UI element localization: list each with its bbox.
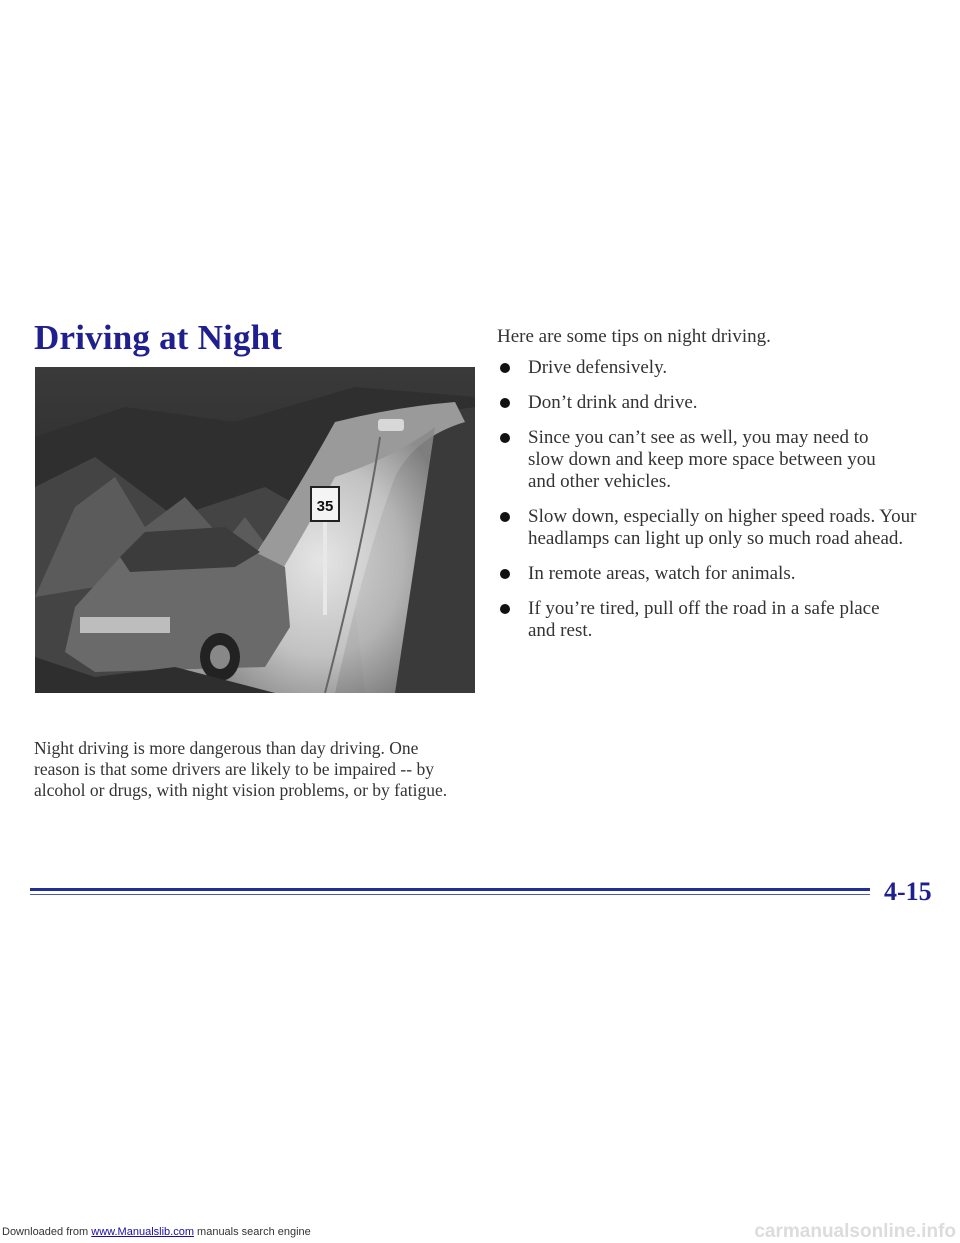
tip-item [497,427,927,493]
site-watermark: carmanualsonline.info [754,1221,956,1242]
tip-line: Don’t drink and drive. [528,392,698,413]
paragraph-line: Night driving is more dangerous than day driving. One [34,737,419,758]
page-rule [30,875,870,905]
manualslib-link[interactable]: www.Manualslib.com [91,1226,194,1238]
download-footer [2,1226,311,1238]
bullet-icon [500,569,510,579]
speed-limit-number: 35 [316,498,334,515]
page-number: 4-15 [884,877,932,906]
night-road-drawing [35,367,475,693]
tip-item [497,392,927,414]
tip-item [497,357,927,379]
tip-line: and rest. [528,620,593,641]
bullet-icon [500,398,510,408]
bullet-icon [500,433,510,443]
tip-item [497,563,927,585]
night-driving-illustration [35,367,475,693]
oncoming-car [378,419,404,431]
tip-line: headlamps can light up only so much road ahead. [528,528,904,549]
rule-thick-line [30,888,870,891]
tips-list [497,357,927,655]
tip-item [497,598,927,642]
tip-line: Drive defensively. [528,357,668,378]
paragraph-line: alcohol or drugs, with night vision problems, or by fatigue. [34,779,448,800]
tip-line: slow down and keep more space between you [528,449,876,470]
rule-thin-line [30,894,870,895]
bullet-icon [500,512,510,522]
page-title: Driving at Night [34,318,283,357]
tip-line: and other vehicles. [528,471,671,492]
bullet-icon [500,363,510,373]
car-wheel-hub [210,645,230,669]
bullet-icon [500,604,510,614]
tip-item [497,506,927,550]
tips-intro: Here are some tips on night driving. [497,326,771,347]
night-driving-paragraph [34,738,479,801]
tip-line: Since you can’t see as well, you may need to [528,427,869,448]
footer-prefix: Downloaded from [2,1226,92,1238]
car-tail-panel [80,617,170,633]
tip-line: If you’re tired, pull off the road in a safe place [528,598,880,619]
paragraph-line: reason is that some drivers are likely to be impaired -- by [34,758,434,779]
tip-line: Slow down, especially on higher speed roads. Your [528,506,917,527]
footer-suffix: manuals search engine [193,1226,311,1238]
tip-line: In remote areas, watch for animals. [528,563,796,584]
